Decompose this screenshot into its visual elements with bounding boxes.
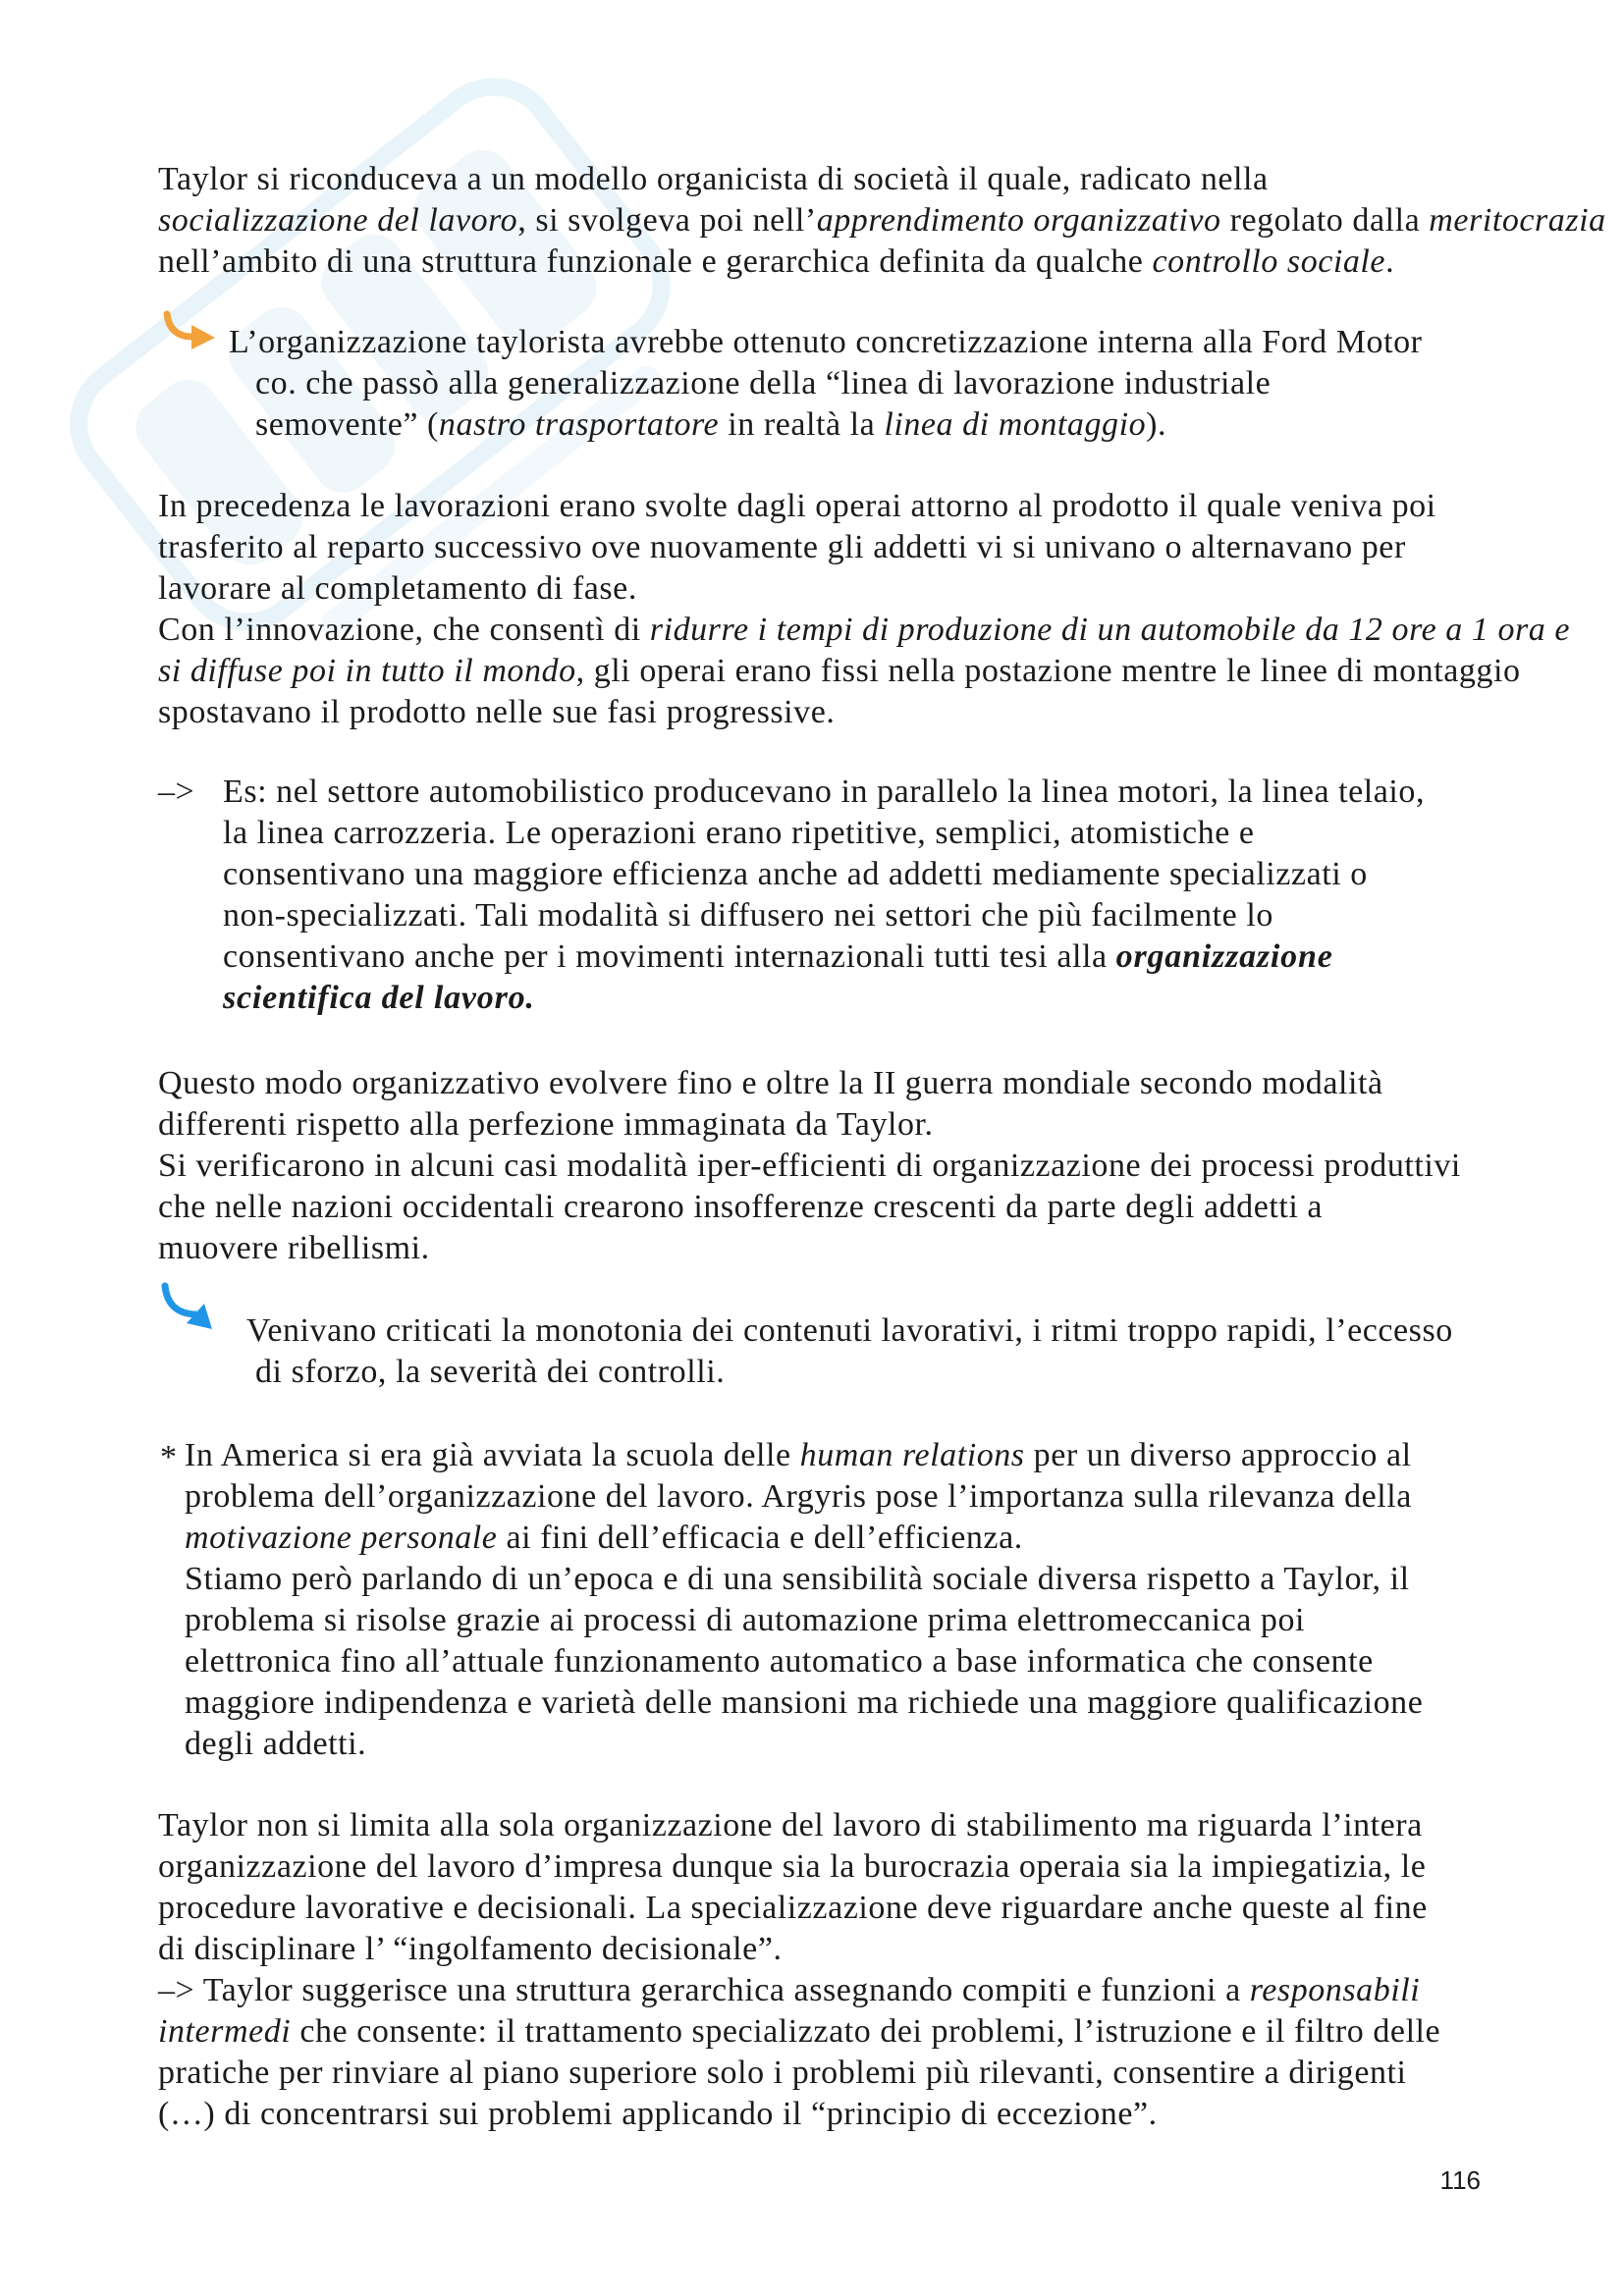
bold-italic-text: scientifica del lavoro. — [223, 980, 535, 1016]
paragraph-innovation — [158, 486, 1570, 733]
text-line — [158, 200, 1606, 241]
text-segment: regolato dalla — [1220, 202, 1430, 239]
curved-arrow-right-icon — [161, 309, 218, 354]
text-line — [158, 651, 1570, 692]
text-line: pratiche per rinviare al piano superiore solo i problemi più rilevanti, consentire a dirigenti — [158, 2055, 1407, 2091]
text-line: trasferito al reparto successivo ove nuovamente gli addetti vi si univano o alternavano per — [158, 529, 1406, 565]
text-line: di disciplinare l’ “ingolfamento decisionale”. — [158, 1931, 783, 1967]
text-line — [223, 978, 1425, 1019]
text-line — [158, 1970, 1440, 2011]
italic-text: intermedi — [158, 2013, 292, 2050]
text-line: (…) di concentrarsi sui problemi applicando il “principio di eccezione”. — [158, 2096, 1158, 2132]
page-number: 116 — [1439, 2165, 1481, 2195]
text-line: che nelle nazioni occidentali crearono insofferenze crescenti da parte degli addetti a — [158, 1189, 1324, 1225]
italic-text: responsabili — [1249, 1972, 1421, 2008]
text-line: elettronica fino all’attuale funzionamento automatico a base informatica che consente — [185, 1643, 1374, 1680]
curved-arrow-down-right-icon — [157, 1280, 218, 1337]
paragraph-criticism — [246, 1310, 1453, 1393]
text-segment: In America si era già avviata la scuola delle — [185, 1437, 800, 1473]
italic-text: motivazione personale — [185, 1520, 498, 1556]
text-segment: , si svolgeva poi nell’ — [517, 202, 817, 239]
text-line — [185, 1518, 1423, 1559]
asterisk-marker: * — [160, 1439, 178, 1475]
italic-text: meritocrazia — [1429, 202, 1606, 239]
text-line — [158, 241, 1606, 283]
text-segment: in realtà la — [719, 406, 885, 443]
text-line: la linea carrozzeria. Le operazioni erano ripetitive, semplici, atomistiche e — [223, 815, 1255, 851]
text-line: di sforzo, la severità dei controlli. — [255, 1354, 726, 1390]
text-line: procedure lavorative e decisionali. La specializzazione deve riguardare anche queste al fine — [158, 1890, 1428, 1926]
text-line: problema dell’organizzazione del lavoro. Argyris pose l’importanza sulla rilevanza della — [185, 1478, 1412, 1515]
text-line: spostavano il prodotto nelle sue fasi progressive. — [158, 694, 836, 730]
text-line: consentivano una maggiore efficienza anche ad addetti mediamente specializzati o — [223, 856, 1368, 892]
text-line — [223, 936, 1425, 978]
text-segment: Con l’innovazione, che consentì di — [158, 612, 650, 648]
text-line: co. che passò alla generalizzazione della “linea di lavorazione industriale — [255, 365, 1272, 401]
text-segment: semovente” ( — [255, 406, 439, 443]
italic-text: apprendimento organizzativo — [816, 202, 1221, 239]
text-line: problema si risolse grazie ai processi di automazione prima elettromeccanica poi — [185, 1602, 1306, 1638]
arrow-marker: –> — [158, 774, 195, 810]
text-line — [185, 1435, 1423, 1476]
text-line: Venivano criticati la monotonia dei contenuti lavorativi, i ritmi troppo rapidi, l’eccesso — [246, 1312, 1453, 1349]
italic-text: controllo sociale — [1152, 243, 1386, 280]
bold-italic-text: organizzazione — [1115, 938, 1333, 975]
paragraph-human-relations — [185, 1435, 1423, 1765]
text-line: In precedenza le lavorazioni erano svolte dagli operai attorno al prodotto il quale veniva poi — [158, 488, 1436, 524]
text-segment: che consente: il trattamento specializzato dei problemi, l’istruzione e il filtro delle — [291, 2013, 1441, 2050]
text-line: Si verificarono in alcuni casi modalità iper-efficienti di organizzazione dei processi produttivi — [158, 1148, 1461, 1184]
text-line: Taylor non si limita alla sola organizzazione del lavoro di stabilimento ma riguarda l’intera — [158, 1807, 1423, 1843]
paragraph-taylor-model — [158, 159, 1606, 283]
paragraph-evolution — [158, 1063, 1461, 1269]
italic-text: nastro trasportatore — [438, 406, 720, 443]
text-line: Taylor si riconduceva a un modello organicista di società il quale, radicato nella — [158, 161, 1269, 197]
text-line: Questo modo organizzativo evolvere fino e oltre la II guerra mondiale secondo modalità — [158, 1065, 1383, 1101]
text-line — [255, 404, 1423, 446]
italic-text: socializzazione del lavoro — [158, 202, 518, 239]
paragraph-example — [223, 772, 1425, 1019]
text-line: non-specializzati. Tali modalità si diffusero nei settori che più facilmente lo — [223, 897, 1273, 934]
text-segment: –> Taylor suggerisce una struttura gerarchica assegnando compiti e funzioni a — [158, 1972, 1250, 2008]
text-line: degli addetti. — [185, 1726, 367, 1762]
paragraph-ford-motor — [229, 322, 1423, 446]
text-line: muovere ribellismi. — [158, 1230, 430, 1266]
text-segment: per un diverso approccio al — [1024, 1437, 1412, 1473]
text-line: L’organizzazione taylorista avrebbe ottenuto concretizzazione interna alla Ford Motor — [229, 324, 1423, 360]
text-line — [158, 610, 1570, 651]
text-line: organizzazione del lavoro d’impresa dunque sia la burocrazia operaia sia la impiegatizia, le — [158, 1848, 1427, 1885]
italic-text: ridurre i tempi di produzione di un automobile da 12 ore a 1 ora e — [649, 612, 1571, 648]
text-line: lavorare al completamento di fase. — [158, 570, 637, 607]
text-line: differenti rispetto alla perfezione immaginata da Taylor. — [158, 1106, 934, 1143]
text-segment: nell’ambito di una struttura funzionale e gerarchica definita da qualche — [158, 243, 1153, 280]
italic-text: si diffuse poi in tutto il mondo — [158, 653, 576, 689]
text-segment: ai fini dell’efficacia e dell’efficienza. — [497, 1520, 1023, 1556]
text-segment: ). — [1146, 406, 1167, 443]
italic-text: human relations — [799, 1437, 1025, 1473]
paragraph-hierarchy — [158, 1805, 1440, 2135]
text-line: Stiamo però parlando di un’epoca e di una sensibilità sociale diversa rispetto a Taylor, il — [185, 1561, 1410, 1597]
text-segment: consentivano anche per i movimenti internazionali tutti tesi alla — [223, 938, 1116, 975]
text-line: maggiore indipendenza e varietà delle mansioni ma richiede una maggiore qualificazione — [185, 1684, 1424, 1721]
text-line: Es: nel settore automobilistico producevano in parallelo la linea motori, la linea telaio, — [223, 774, 1426, 810]
text-segment: . — [1385, 243, 1395, 280]
italic-text: linea di montaggio — [884, 406, 1147, 443]
text-line — [158, 2011, 1440, 2053]
text-segment: , gli operai erano fissi nella postazione mentre le linee di montaggio — [575, 653, 1521, 689]
